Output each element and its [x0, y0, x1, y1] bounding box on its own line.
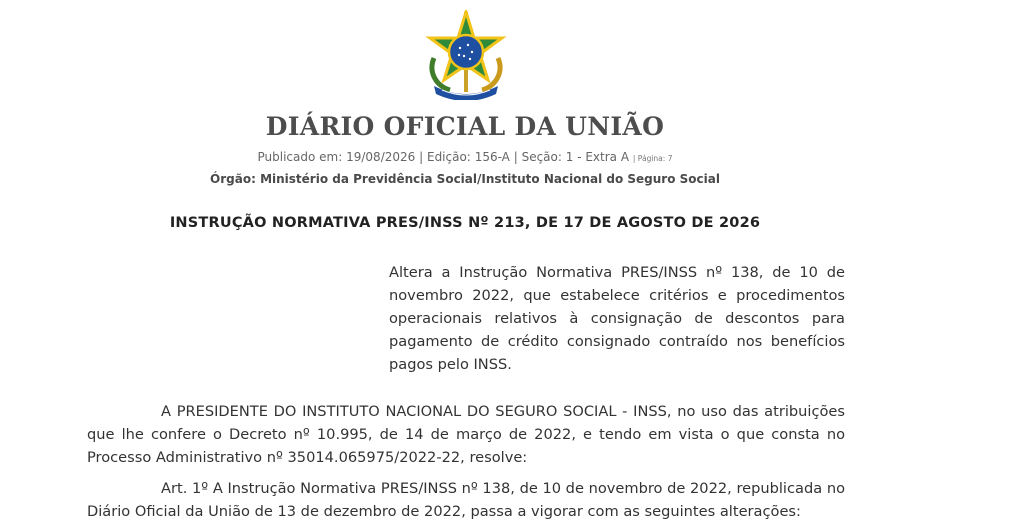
separator: |	[513, 150, 518, 164]
section-label: Seção:	[521, 150, 562, 164]
page-number: 7	[667, 154, 673, 163]
page-info: | Página: 7	[632, 154, 673, 163]
preamble-paragraph: A PRESIDENTE DO INSTITUTO NACIONAL DO SEGURO SOCIAL - INSS, no uso das atribuições que lhe confere o Decreto nº 10.995, de 14 de março de 2022, e tendo em vista o que consta no Processo Administrativo nº 35014.065975/2022-22, resolve:	[87, 403, 845, 466]
article-1-paragraph: Art. 1º A Instrução Normativa PRES/INSS nº 138, de 10 de novembro de 2022, republicada no Diário Oficial da União de 13 de dezembro de 2022, passa a vigorar com as seguintes alterações:	[87, 480, 845, 520]
section-value: 1 - Extra A	[565, 150, 630, 164]
organ-value: Ministério da Previdência Social/Instituto Nacional do Seguro Social	[260, 172, 720, 186]
publication-info	[0, 150, 930, 164]
document-ementa: Altera a Instrução Normativa PRES/INSS nº 138, de 10 de novembro 2022, que estabelece critérios e procedimentos operacionais relativos à consignação de descontos para pagamento de crédito consignado contraído nos benefícios pagos pelo INSS.	[389, 264, 845, 373]
document-title: INSTRUÇÃO NORMATIVA PRES/INSS Nº 213, DE 17 DE AGOSTO DE 2026	[169, 215, 761, 231]
organ-info	[0, 172, 930, 186]
published-date: 19/08/2026	[346, 150, 416, 164]
brasao-republica-icon	[424, 10, 508, 100]
page-label: Página:	[637, 154, 666, 163]
published-label: Publicado em:	[257, 150, 343, 164]
separator: |	[419, 150, 424, 164]
edition-label: Edição:	[426, 150, 471, 164]
organ-label: Órgão:	[210, 172, 256, 186]
masthead-title: DIÁRIO OFICIAL DA UNIÃO	[265, 112, 665, 141]
edition-value: 156-A	[474, 150, 510, 164]
